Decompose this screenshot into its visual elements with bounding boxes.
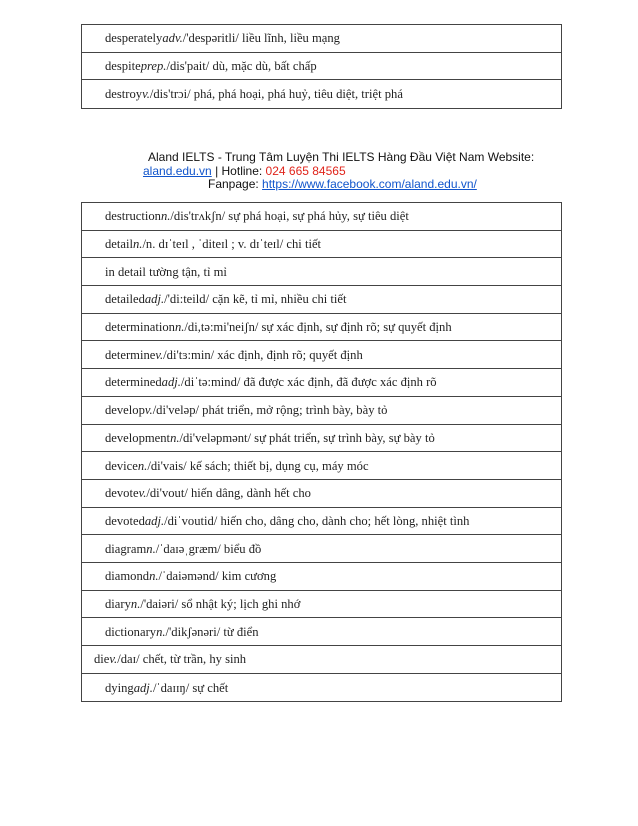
table-row [82,53,561,81]
entry-word: destroy [105,87,143,102]
entry-part-of-speech: n. [160,209,171,224]
entry-word: dying [105,680,134,695]
entry-part-of-speech: adj. [133,680,153,695]
header-fanpage [0,178,638,192]
entry-part-of-speech: n. [174,320,185,335]
table-row [82,369,561,397]
entry-word: destruction [105,209,161,224]
table-row [82,535,561,563]
entry-part-of-speech: n. [146,541,156,556]
entry-definition: /'di:teild/ cặn kẽ, tỉ mỉ, nhiều chi tiết [164,292,347,307]
website-link[interactable]: aland.edu.vn [143,163,212,178]
entry-definition: /ˈdaiəmənd/ kim cương [158,569,277,584]
table-row [82,452,561,480]
entry-definition: /daɪ/ chết, từ trần, hy sinh [117,652,247,667]
entry-part-of-speech: n. [137,458,148,473]
vocab-table-main [81,202,562,702]
entry-definition: /di'vout/ hiến dâng, dành hết cho [146,486,311,501]
entry-part-of-speech: n. [132,237,143,252]
fanpage-label: Fanpage: [208,177,263,191]
table-row [82,563,561,591]
entry-part-of-speech: adj. [161,375,181,390]
entry-part-of-speech: n. [156,624,166,639]
entry-definition: /diˈvoutid/ hiến cho, dâng cho, dành cho; hết lòng, nhiệt tình [164,513,470,528]
hotline-label: | Hotline: [211,163,266,178]
entry-word: device [105,458,138,473]
entry-definition: /'dikʃənəri/ từ điển [165,624,259,639]
entry-definition: /n. dɪˈteɪl , ˈditeɪl ; v. dɪˈteɪl/ chi tiết [142,237,322,252]
table-row [82,674,561,702]
entry-word: devote [105,486,139,501]
entry-part-of-speech: v. [138,486,147,501]
entry-part-of-speech: v. [142,87,150,102]
entry-word: despite [105,59,141,74]
entry-part-of-speech: adj. [144,513,165,528]
entry-definition: /di'tɜ:min/ xác định, định rõ; quyết định [163,347,363,362]
table-row [82,231,561,259]
entry-word: in detail tường tận, tỉ mỉ [105,264,227,279]
hotline-number: 024 665 84565 [265,163,346,178]
entry-definition: /ˈdaɪɪŋ/ sự chết [152,680,229,695]
entry-definition: /di'veləpmənt/ sự phát triển, sự trình bày, sự bày tỏ [179,430,435,445]
table-row [82,258,561,286]
entry-definition: /ˈdaɪəˌgræm/ biểu đồ [155,541,262,556]
entry-word: determined [105,375,162,390]
entry-part-of-speech: n. [170,430,180,445]
entry-word: desperately [105,31,163,46]
page-header [0,151,638,192]
entry-definition: /diˈtə:mind/ đã được xác định, đã được xác định rõ [180,375,437,390]
header-title: Aland IELTS - Trung Tâm Luyện Thi IELTS Hàng Đầu Việt Nam Website: [148,150,535,164]
entry-part-of-speech: v. [109,652,118,667]
table-row [82,425,561,453]
entry-word: detail [105,237,133,252]
entry-word: detailed [105,292,145,307]
table-row [82,286,561,314]
table-row [82,25,561,53]
header-contact [0,165,638,179]
table-row [82,480,561,508]
table-row [82,341,561,369]
entry-part-of-speech: v. [144,403,153,418]
entry-word: development [105,430,171,445]
entry-definition: /di'vais/ kế sách; thiết bị, dụng cụ, máy móc [147,458,369,473]
table-row [82,397,561,425]
table-row [82,591,561,619]
table-row [82,618,561,646]
table-row [82,508,561,536]
table-row [82,203,561,231]
entry-definition: /dis'trɔi/ phá, phá hoại, phá huỷ, tiêu diệt, triệt phá [149,87,403,102]
entry-part-of-speech: prep. [140,59,167,74]
entry-word: diagram [105,541,147,556]
entry-part-of-speech: n. [130,596,141,611]
entry-word: devoted [105,513,145,528]
entry-part-of-speech: v. [155,347,164,362]
entry-definition: /di'veləp/ phát triển, mở rộng; trình bày, bày tỏ [152,403,388,418]
entry-definition: /dis'trʌkʃn/ sự phá hoại, sự phá hủy, sự tiêu diệt [170,209,409,224]
entry-definition: /dis'pait/ dù, mặc dù, bất chấp [166,59,317,74]
entry-definition: /'daiəri/ sổ nhật ký; lịch ghi nhớ [140,596,301,611]
entry-word: develop [105,403,145,418]
entry-word: determination [105,320,175,335]
entry-part-of-speech: adv. [162,31,183,46]
entry-definition: /di,tə:mi'neiʃn/ sự xác định, sự định rõ; sự quyết định [184,320,452,335]
entry-part-of-speech: n. [149,569,159,584]
vocab-table-top [81,24,562,109]
entry-word: diamond [105,569,150,584]
entry-word: diary [105,596,131,611]
entry-word: dictionary [105,624,157,639]
entry-part-of-speech: adj. [144,292,165,307]
fanpage-link[interactable]: https://www.facebook.com/aland.edu.vn/ [262,177,477,191]
table-row [82,646,561,674]
entry-word: determine [105,347,156,362]
table-row [82,80,561,108]
entry-word: die [94,652,110,667]
table-row [82,314,561,342]
entry-definition: /'despəritli/ liều lĩnh, liều mạng [182,31,340,46]
